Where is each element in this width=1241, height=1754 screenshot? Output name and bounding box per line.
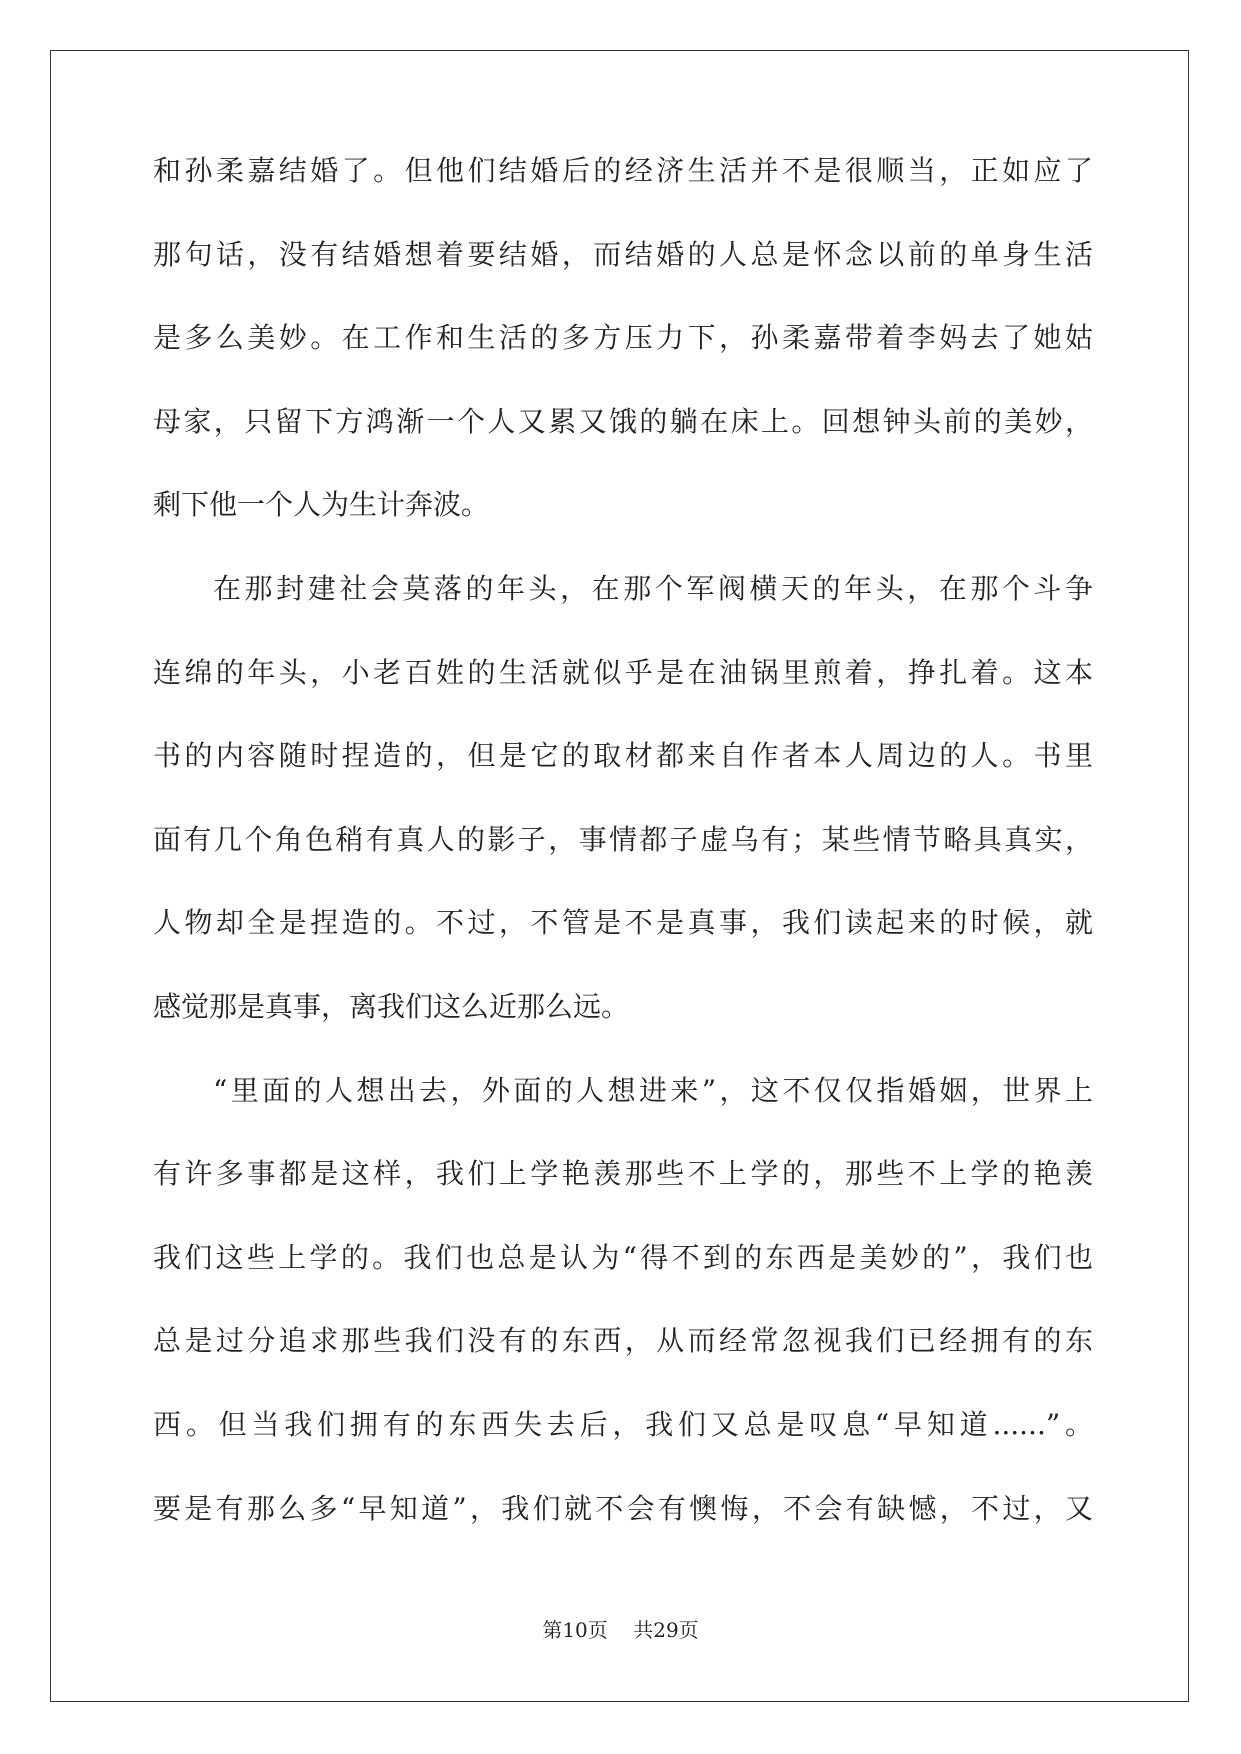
text-line: 母家，只留下方鸿渐一个人又累又饿的躺在床上。回想钟头前的美妙， <box>153 404 1093 438</box>
text-line: 和孙柔嘉结婚了。但他们结婚后的经济生活并不是很顺当，正如应了 <box>153 154 1093 187</box>
text-line: “里面的人想出去，外面的人想进来”，这不仅仅指婚姻，世界上 <box>213 1073 1093 1107</box>
text-line: 要是有那么多“早知道”，我们就不会有懊悔，不会有缺憾，不过，又 <box>153 1491 1093 1525</box>
text-line: 西。但当我们拥有的东西失去后，我们又总是叹息“早知道......”。 <box>153 1407 1093 1441</box>
page-footer <box>0 1614 1241 1643</box>
text-line: 总是过分追求那些我们没有的东西，从而经常忽视我们已经拥有的东 <box>153 1324 1093 1358</box>
text-line: 那句话，没有结婚想着要结婚，而结婚的人总是怀念以前的单身生活 <box>153 237 1093 271</box>
text-line: 连绵的年头，小老百姓的生活就似乎是在油锅里煎着，挣扎着。这本 <box>153 655 1093 689</box>
text-line: 面有几个角色稍有真人的影子，事情都子虚乌有；某些情节略具真实， <box>153 822 1093 856</box>
text-line: 在那封建社会莫落的年头，在那个军阀横天的年头，在那个斗争 <box>213 571 1093 605</box>
text-line: 感觉那是真事，离我们这么近那么远。 <box>153 989 630 1023</box>
text-line: 书的内容随时捏造的，但是它的取材都来自作者本人周边的人。书里 <box>153 739 1093 773</box>
text-line: 人物却全是捏造的。不过，不管是不是真事，我们读起来的时候，就 <box>153 906 1093 940</box>
text-line: 是多么美妙。在工作和生活的多方压力下，孙柔嘉带着李妈去了她姑 <box>153 321 1093 355</box>
text-line: 我们这些上学的。我们也总是认为“得不到的东西是美妙的”，我们也 <box>153 1240 1093 1274</box>
current-page-number: 第10页 <box>542 1618 608 1642</box>
total-pages: 共29页 <box>633 1618 699 1642</box>
document-body <box>153 153 1093 1574</box>
text-line: 剩下他一个人为生计奔波。 <box>153 488 490 522</box>
text-line: 有许多事都是这样，我们上学艳羡那些不上学的，那些不上学的艳羡 <box>153 1157 1093 1191</box>
